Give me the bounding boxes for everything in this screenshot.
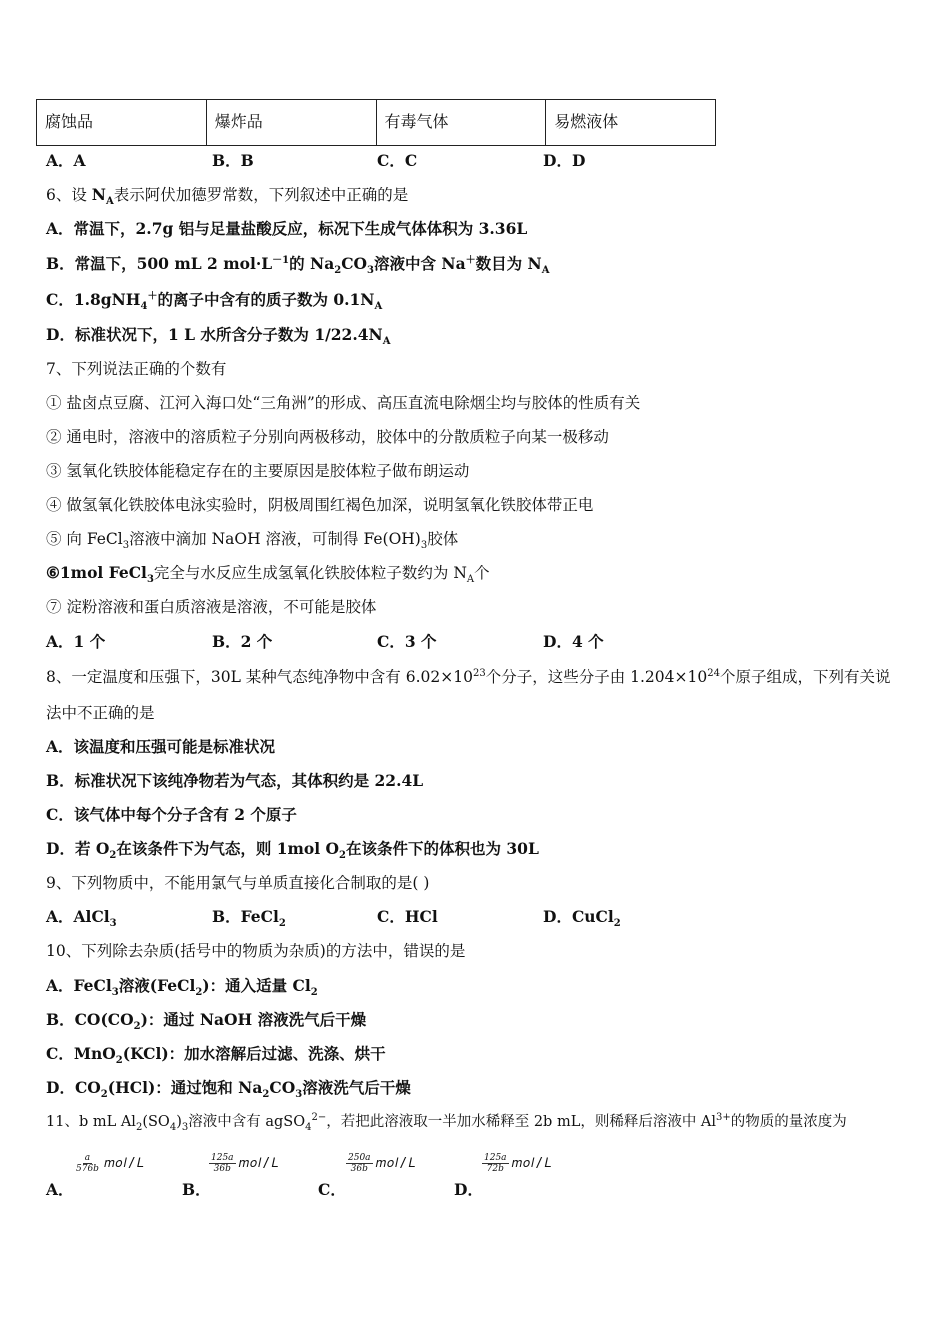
- q10-stem: 10、下列除去杂质(括号中的物质为杂质)的方法中，错误的是: [46, 942, 466, 960]
- hazard-label-table: [36, 99, 716, 146]
- q8-option-a: A．该温度和压强可能是标准状况: [46, 737, 276, 756]
- q6-option-b: B．常温下，500 mL 2 $mol\cdot L^{-1}$的 $Na_2CO_3$溶液中含 Na＋数目为 $N_A$: [46, 254, 550, 277]
- q10-option-c: C．MnO$_2$(KCl)：加水溶解后过滤、洗涤、烘干: [46, 1044, 386, 1067]
- q8-stem-line2: 法中不正确的是: [46, 704, 155, 722]
- q7-statement-3: ③ 氢氧化铁胶体能稳定存在的主要原因是胶体粒子做布朗运动: [46, 462, 470, 480]
- q7-option-d: D．4 个: [543, 632, 604, 651]
- q5-option-c: C．C: [377, 151, 418, 170]
- q7-statement-6: ⑥1mol FeCl$_3$完全与水反应生成氢氧化铁胶体粒子数约为 $N_A$个: [46, 563, 490, 586]
- q8-option-c: C．该气体中每个分子含有 2 个原子: [46, 805, 297, 824]
- q7-option-c: C．3 个: [377, 632, 437, 651]
- table-cell: 有毒气体: [376, 100, 546, 146]
- q7-statement-2: ② 通电时，溶液中的溶质粒子分别向两极移动，胶体中的分散质粒子向某一极移动: [46, 428, 609, 446]
- q10-option-a: A．FeCl$_3$溶液(FeCl$_2$)：通入适量 $Cl_2$: [46, 976, 318, 999]
- q11-option-b-expr: $\frac{\text{125𝑎}}{\text{36𝑏}}$ 𝑚𝑜𝑙/𝐿: [211, 1153, 280, 1174]
- q5-option-a: A．A: [46, 151, 86, 170]
- q9-option-d: D．CuCl$_2$: [543, 907, 621, 930]
- q7-option-a: A．1 个: [46, 632, 106, 651]
- q11-stem: 11、b mL $Al_2(SO_4)_3$溶液中含有 agSO$_4^{2-}$，若把此溶液取一半加水稀释至 2b mL，则稀释后溶液中 $Al^{3+}$的物质的量浓度为: [46, 1112, 847, 1133]
- q7-stem: 7、下列说法正确的个数有: [46, 360, 227, 378]
- q10-option-b: B．$CO(CO_2)$：通过 NaOH 溶液洗气后干燥: [46, 1010, 367, 1033]
- q7-statement-1: ① 盐卤点豆腐、江河入海口处“三角洲”的形成、高压直流电除烟尘均与胶体的性质有关: [46, 394, 641, 412]
- q7-option-b: B．2 个: [212, 632, 273, 651]
- table-cell: 腐蚀品: [37, 100, 207, 146]
- q8-option-d: D．若 $O_2$在该条件下为气态，则 1mol $O_2$在该条件下的体积也为 30L: [46, 839, 539, 862]
- q7-statement-4: ④ 做氢氧化铁胶体电泳实验时，阴极周围红褐色加深，说明氢氧化铁胶体带正电: [46, 496, 594, 514]
- q5-option-b: B．B: [212, 151, 254, 170]
- q9-stem: 9、下列物质中，不能用氯气与单质直接化合制取的是( ): [46, 874, 430, 892]
- q7-statement-5: ⑤ 向 FeCl$_3$溶液中滴加 NaOH 溶液，可制得 $Fe(OH)_3$胶体: [46, 530, 459, 552]
- q11-option-d-label: D．: [454, 1180, 483, 1199]
- q11-option-a-label: A．: [46, 1180, 74, 1199]
- q9-option-a: A．AlCl$_3$: [46, 907, 117, 930]
- q10-option-d: D．$CO_2(HCl)$：通过饱和 $Na_2CO_3$溶液洗气后干燥: [46, 1078, 411, 1101]
- table-row: [37, 100, 716, 146]
- q9-option-c: C．HCl: [377, 907, 438, 926]
- q6-option-a: A．常温下，2.7g 铝与足量盐酸反应，标况下生成气体体积为 3.36L: [46, 219, 528, 238]
- q11-option-d-expr: $\frac{\text{125𝑎}}{\text{72𝑏}}$ 𝑚𝑜𝑙/𝐿: [484, 1153, 553, 1174]
- q11-option-b-label: B．: [182, 1180, 211, 1199]
- q8-option-b: B．标准状况下该纯净物若为气态，其体积约是 22.4L: [46, 771, 424, 790]
- q6-stem: 6、设 $N_A$表示阿伏加德罗常数，下列叙述中正确的是: [46, 185, 409, 208]
- q7-statement-7: ⑦ 淀粉溶液和蛋白质溶液是溶液，不可能是胶体: [46, 598, 377, 616]
- q8-stem-line1: 8、一定温度和压强下，30L 某种气态纯净物中含有 $6.02\times 10^{23}$个分子，这些分子由 $1.204\times 10^{24}$个原子组成，下列有关说: [46, 667, 891, 686]
- q11-option-c-expr: $\frac{\text{250𝑎}}{\text{36𝑏}}$ 𝑚𝑜𝑙/𝐿: [348, 1153, 417, 1174]
- q11-option-c-label: C．: [318, 1180, 346, 1199]
- q9-option-b: B．FeCl$_2$: [212, 907, 286, 930]
- q11-option-a-expr: $\frac{\text{𝑎}}{\text{576𝑏}}$ 𝑚𝑜𝑙/𝐿: [76, 1153, 145, 1174]
- table-cell: 易燃液体: [546, 100, 716, 146]
- table-cell: 爆炸品: [206, 100, 376, 146]
- q6-option-c: C．1.8gNH$_4$＋的离子中含有的质子数为 $0.1N_A$: [46, 290, 383, 313]
- q5-option-d: D．D: [543, 151, 586, 170]
- q6-option-d: D．标准状况下，1 L 水所含分子数为 $1/22.4N_A$: [46, 325, 391, 348]
